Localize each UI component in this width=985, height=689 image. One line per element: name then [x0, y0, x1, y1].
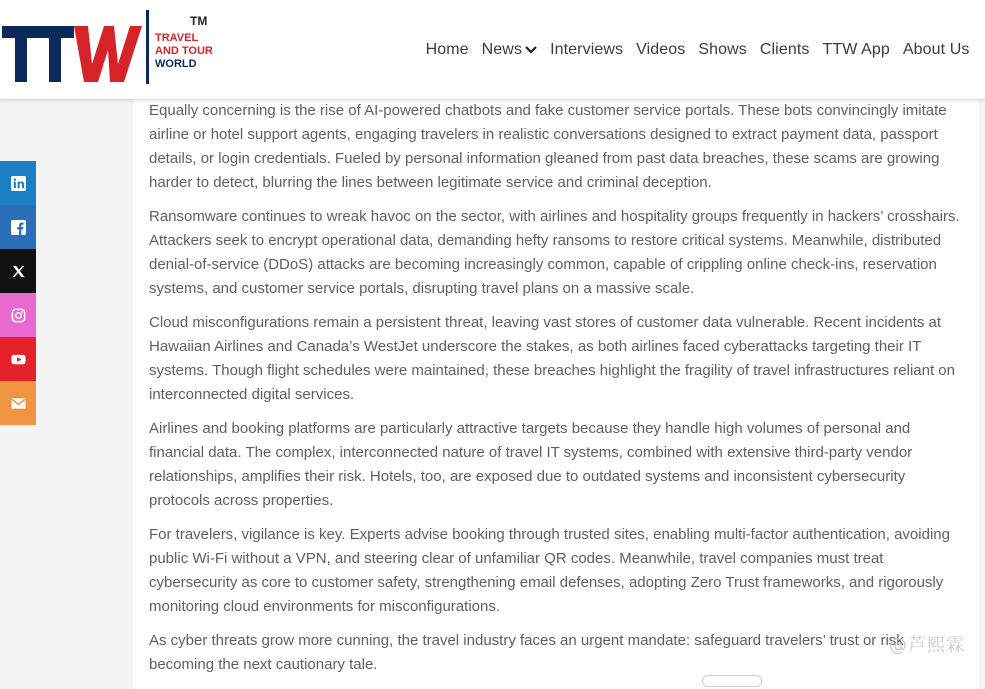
- nav-home[interactable]: Home: [425, 41, 469, 58]
- site-logo[interactable]: [0, 8, 215, 94]
- nav-interviews[interactable]: Interviews: [550, 41, 624, 58]
- email-icon: [11, 396, 26, 411]
- logo-wordmark: [155, 32, 213, 71]
- facebook-share-button[interactable]: [0, 205, 36, 249]
- instagram-icon: [11, 308, 26, 323]
- watermark-text: @芦熙霖: [889, 635, 965, 656]
- ttw-logo-mark: [0, 24, 142, 86]
- x-share-button[interactable]: [0, 249, 36, 293]
- article-content: [149, 99, 969, 687]
- nav-ttw-app[interactable]: TTW App: [822, 41, 890, 58]
- logo-line-2: AND TOUR: [155, 45, 213, 57]
- chevron-down-icon: [525, 41, 537, 59]
- article-paragraph: As cyber threats grow more cunning, the travel industry faces an urgent mandate: safeguard travelers’ trust or risk becoming the next cautionary tale.: [149, 632, 904, 673]
- youtube-icon: [11, 352, 26, 367]
- article-paragraph: Airlines and booking platforms are particularly attractive targets because they handle high volumes of personal and financial data. The complex, interconnected nature of travel IT systems, combined with extensive third-party vendor relationships, amplifies their risk. Hotels, too, are exposed due to outdated systems and inconsistent cybersecurity protocols across properties.: [149, 420, 913, 509]
- trademark-symbol: TM: [190, 14, 208, 28]
- x-icon: [11, 264, 26, 279]
- logo-line-3: WORLD: [155, 58, 197, 70]
- article-body: [133, 99, 979, 689]
- logo-line-1: TRAVEL: [155, 32, 199, 44]
- article-paragraph: Cloud misconfigurations remain a persistent threat, leaving vast stores of customer data vulnerable. Recent incidents at Hawaiian Airlines and Canada’s WestJet underscore the stakes, as both airlines faced cyberattacks targeting their IT systems. Though flight schedules were maintained, these breaches highlight the fragility of travel infrastructures reliant on interconnected digital services.: [149, 314, 955, 403]
- nav-about-us[interactable]: About Us: [902, 41, 970, 58]
- youtube-share-button[interactable]: [0, 337, 36, 381]
- article-paragraph: For travelers, vigilance is key. Experts advise booking through trusted sites, enabling multi-factor authentication, avoiding public Wi-Fi without a VPN, and steering clear of unfamiliar QR codes. Meanwhile, travel companies must treat cybersecurity as core to customer safety, strengthening email defenses, adopting Zero Trust frameworks, and rigorously monitoring cloud environments for misconfigurations.: [149, 526, 950, 615]
- article-paragraph: Ransomware continues to wreak havoc on the sector, with airlines and hospitality groups frequently in hackers’ crosshairs. Attackers seek to encrypt operational data, demanding hefty ransoms to restore critical systems. Meanwhile, distributed denial-of-service (DDoS) attacks are becoming increasingly common, capable of crippling online check-ins, reservation systems, and customer service portals, disrupting travel plans on a massive scale.: [149, 208, 960, 297]
- scroll-handle[interactable]: [702, 675, 762, 687]
- email-share-button[interactable]: [0, 381, 36, 425]
- logo-divider: [146, 10, 149, 84]
- main-nav: [419, 41, 976, 59]
- nav-news[interactable]: [475, 41, 543, 59]
- facebook-icon: [11, 220, 26, 235]
- site-header: [0, 0, 985, 99]
- linkedin-share-button[interactable]: [0, 161, 36, 205]
- nav-news-label: News: [481, 41, 523, 58]
- nav-shows[interactable]: Shows: [698, 41, 747, 58]
- linkedin-icon: [11, 176, 26, 191]
- social-share-bar: [0, 161, 36, 425]
- instagram-share-button[interactable]: [0, 293, 36, 337]
- nav-videos[interactable]: Videos: [636, 41, 686, 58]
- article-paragraph: Equally concerning is the rise of AI-powered chatbots and fake customer service portals. These bots convincingly imitate airline or hotel support agents, engaging travelers in realistic conversations designed to extract payment data, passport details, or login credentials. Fueled by personal information gleaned from past data breaches, these scams are growing harder to detect, blurring the lines between legitimate service and criminal deception.: [149, 102, 947, 191]
- nav-clients[interactable]: Clients: [759, 41, 810, 58]
